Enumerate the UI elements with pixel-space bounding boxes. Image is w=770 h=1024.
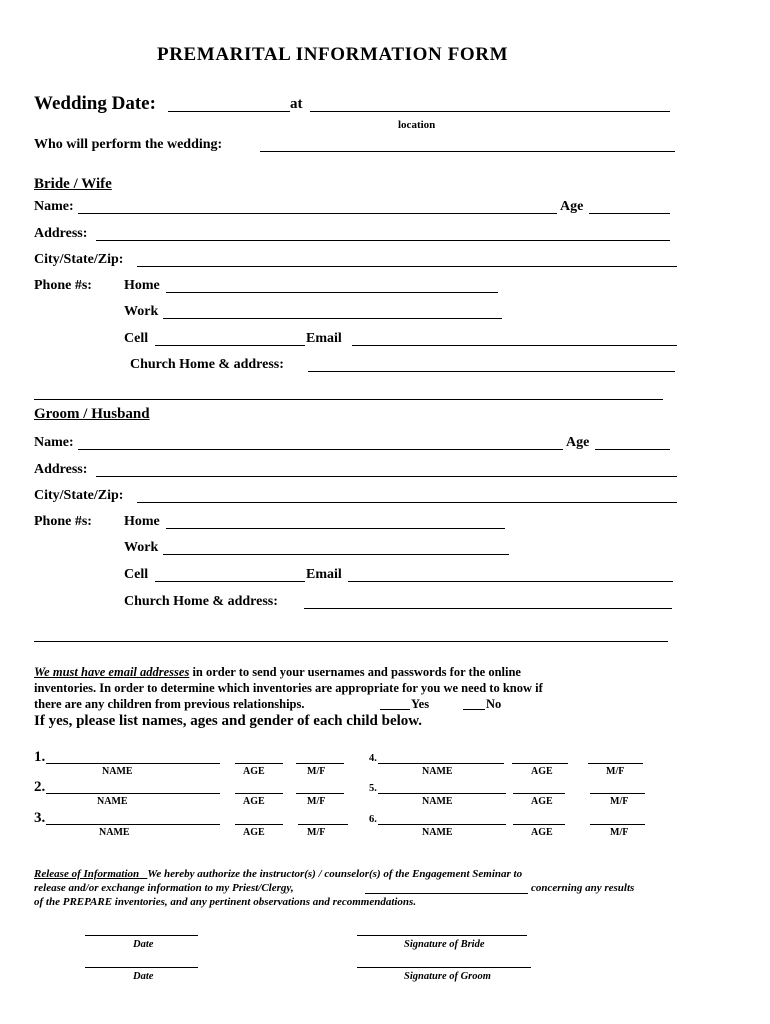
col-name-caption: NAME	[99, 827, 130, 838]
col-gender-caption: M/F	[307, 796, 326, 807]
bride-home-phone-field[interactable]	[166, 292, 498, 293]
groom-name-label: Name:	[34, 435, 74, 450]
yes-blank[interactable]	[380, 709, 410, 710]
bride-date-caption: Date	[133, 939, 154, 950]
notice-line-1	[34, 665, 521, 680]
bride-email-label: Email	[306, 331, 342, 346]
col-name-caption: NAME	[97, 796, 128, 807]
col-gender-caption: M/F	[610, 796, 629, 807]
col-age-caption: AGE	[531, 766, 553, 777]
col-age-caption: AGE	[531, 827, 553, 838]
wedding-date-label: Wedding Date:	[34, 93, 156, 114]
no-blank[interactable]	[463, 709, 485, 710]
notice-line-3: there are any children from previous relationships.	[34, 697, 305, 711]
groom-city-field[interactable]	[137, 502, 677, 503]
child-1-name-field[interactable]	[46, 763, 220, 764]
child-3-name-field[interactable]	[46, 824, 220, 825]
performer-label: Who will perform the wedding:	[34, 137, 223, 152]
bride-address-field[interactable]	[96, 240, 670, 241]
groom-home-phone-field[interactable]	[166, 528, 505, 529]
groom-email-field[interactable]	[348, 581, 673, 582]
groom-age-label: Age	[566, 435, 590, 450]
bride-address-label: Address:	[34, 226, 88, 241]
child-2-age-field[interactable]	[235, 793, 283, 794]
child-5-name-field[interactable]	[378, 793, 506, 794]
child-3-age-field[interactable]	[235, 824, 283, 825]
groom-work-label: Work	[124, 540, 159, 555]
child-5-age-field[interactable]	[513, 793, 565, 794]
groom-signature-caption: Signature of Groom	[404, 971, 491, 982]
col-name-caption: NAME	[422, 796, 453, 807]
no-label: No	[486, 697, 502, 711]
wedding-location-field[interactable]	[310, 111, 670, 112]
release-line-3: of the PREPARE inventories, and any pertinent observations and recommendations.	[34, 896, 417, 908]
groom-home-label: Home	[124, 514, 160, 529]
col-age-caption: AGE	[243, 827, 265, 838]
performer-field[interactable]	[260, 151, 675, 152]
bride-cell-phone-field[interactable]	[155, 345, 305, 346]
groom-cell-label: Cell	[124, 567, 149, 582]
child-number-1: 1.	[34, 749, 46, 765]
child-number-6: 6.	[369, 814, 377, 825]
groom-age-field[interactable]	[595, 449, 670, 450]
bride-city-label: City/State/Zip:	[34, 252, 124, 267]
bride-phone-label: Phone #s:	[34, 278, 92, 293]
col-name-caption: NAME	[422, 766, 453, 777]
child-number-4: 4.	[369, 753, 377, 764]
child-2-gender-field[interactable]	[296, 793, 344, 794]
wedding-date-field[interactable]	[168, 111, 290, 112]
groom-church-field[interactable]	[304, 608, 672, 609]
bride-church-field[interactable]	[308, 371, 675, 372]
child-6-gender-field[interactable]	[590, 824, 645, 825]
groom-address-field[interactable]	[96, 476, 677, 477]
release-line-2a: release and/or exchange information to my Priest/Clergy,	[34, 882, 294, 894]
child-1-gender-field[interactable]	[296, 763, 344, 764]
page-title: PREMARITAL INFORMATION FORM	[157, 44, 509, 65]
child-3-gender-field[interactable]	[298, 824, 348, 825]
groom-date-field[interactable]	[85, 967, 198, 968]
notice-line-1-rest: in order to send your usernames and passwords for the online	[189, 665, 521, 679]
bride-date-field[interactable]	[85, 935, 198, 936]
children-prompt: If yes, please list names, ages and gender of each child below.	[34, 713, 423, 729]
release-line-1	[34, 868, 522, 880]
child-number-3: 3.	[34, 810, 46, 826]
groom-signature-field[interactable]	[357, 967, 531, 968]
groom-church-field-line2[interactable]	[34, 641, 668, 642]
bride-church-field-line2[interactable]	[34, 399, 663, 400]
groom-city-label: City/State/Zip:	[34, 488, 124, 503]
col-gender-caption: M/F	[610, 827, 629, 838]
bride-name-field[interactable]	[78, 213, 557, 214]
release-line-2b: concerning any results	[531, 882, 635, 894]
bride-name-label: Name:	[34, 199, 74, 214]
groom-name-field[interactable]	[78, 449, 563, 450]
child-5-gender-field[interactable]	[590, 793, 645, 794]
col-name-caption: NAME	[102, 766, 133, 777]
col-age-caption: AGE	[243, 766, 265, 777]
bride-signature-caption: Signature of Bride	[404, 939, 485, 950]
child-6-name-field[interactable]	[378, 824, 506, 825]
bride-email-field[interactable]	[352, 345, 677, 346]
groom-email-label: Email	[306, 567, 342, 582]
bride-city-field[interactable]	[137, 266, 677, 267]
groom-church-label: Church Home & address:	[124, 594, 278, 609]
child-number-2: 2.	[34, 779, 46, 795]
bride-heading: Bride / Wife	[34, 176, 112, 192]
at-label: at	[290, 96, 303, 112]
bride-work-label: Work	[124, 304, 159, 319]
bride-age-field[interactable]	[589, 213, 670, 214]
release-label: Release of Information	[34, 868, 140, 880]
child-4-name-field[interactable]	[378, 763, 504, 764]
groom-heading: Groom / Husband	[34, 406, 150, 422]
bride-cell-label: Cell	[124, 331, 149, 346]
notice-line-2: inventories. In order to determine which inventories are appropriate for you we need to know if	[34, 681, 543, 695]
child-6-age-field[interactable]	[513, 824, 565, 825]
child-number-5: 5.	[369, 783, 377, 794]
col-age-caption: AGE	[531, 796, 553, 807]
groom-phone-label: Phone #s:	[34, 514, 92, 529]
groom-work-phone-field[interactable]	[163, 554, 509, 555]
col-gender-caption: M/F	[606, 766, 625, 777]
bride-signature-field[interactable]	[357, 935, 527, 936]
bride-home-label: Home	[124, 278, 160, 293]
bride-age-label: Age	[560, 199, 584, 214]
notice-emphasis: We must have email addresses	[34, 665, 190, 679]
bride-work-phone-field[interactable]	[163, 318, 502, 319]
col-gender-caption: M/F	[307, 827, 326, 838]
groom-cell-phone-field[interactable]	[155, 581, 305, 582]
groom-date-caption: Date	[133, 971, 154, 982]
location-caption: location	[398, 119, 436, 131]
child-4-age-field[interactable]	[512, 763, 568, 764]
groom-address-label: Address:	[34, 462, 88, 477]
bride-church-label: Church Home & address:	[130, 357, 284, 372]
child-4-gender-field[interactable]	[588, 763, 643, 764]
col-name-caption: NAME	[422, 827, 453, 838]
col-gender-caption: M/F	[307, 766, 326, 777]
col-age-caption: AGE	[243, 796, 265, 807]
release-line-1-rest: We hereby authorize the instructor(s) / counselor(s) of the Engagement Seminar to	[147, 868, 523, 880]
child-2-name-field[interactable]	[46, 793, 220, 794]
yes-label: Yes	[411, 697, 430, 711]
child-1-age-field[interactable]	[235, 763, 283, 764]
priest-clergy-field[interactable]	[365, 893, 528, 894]
